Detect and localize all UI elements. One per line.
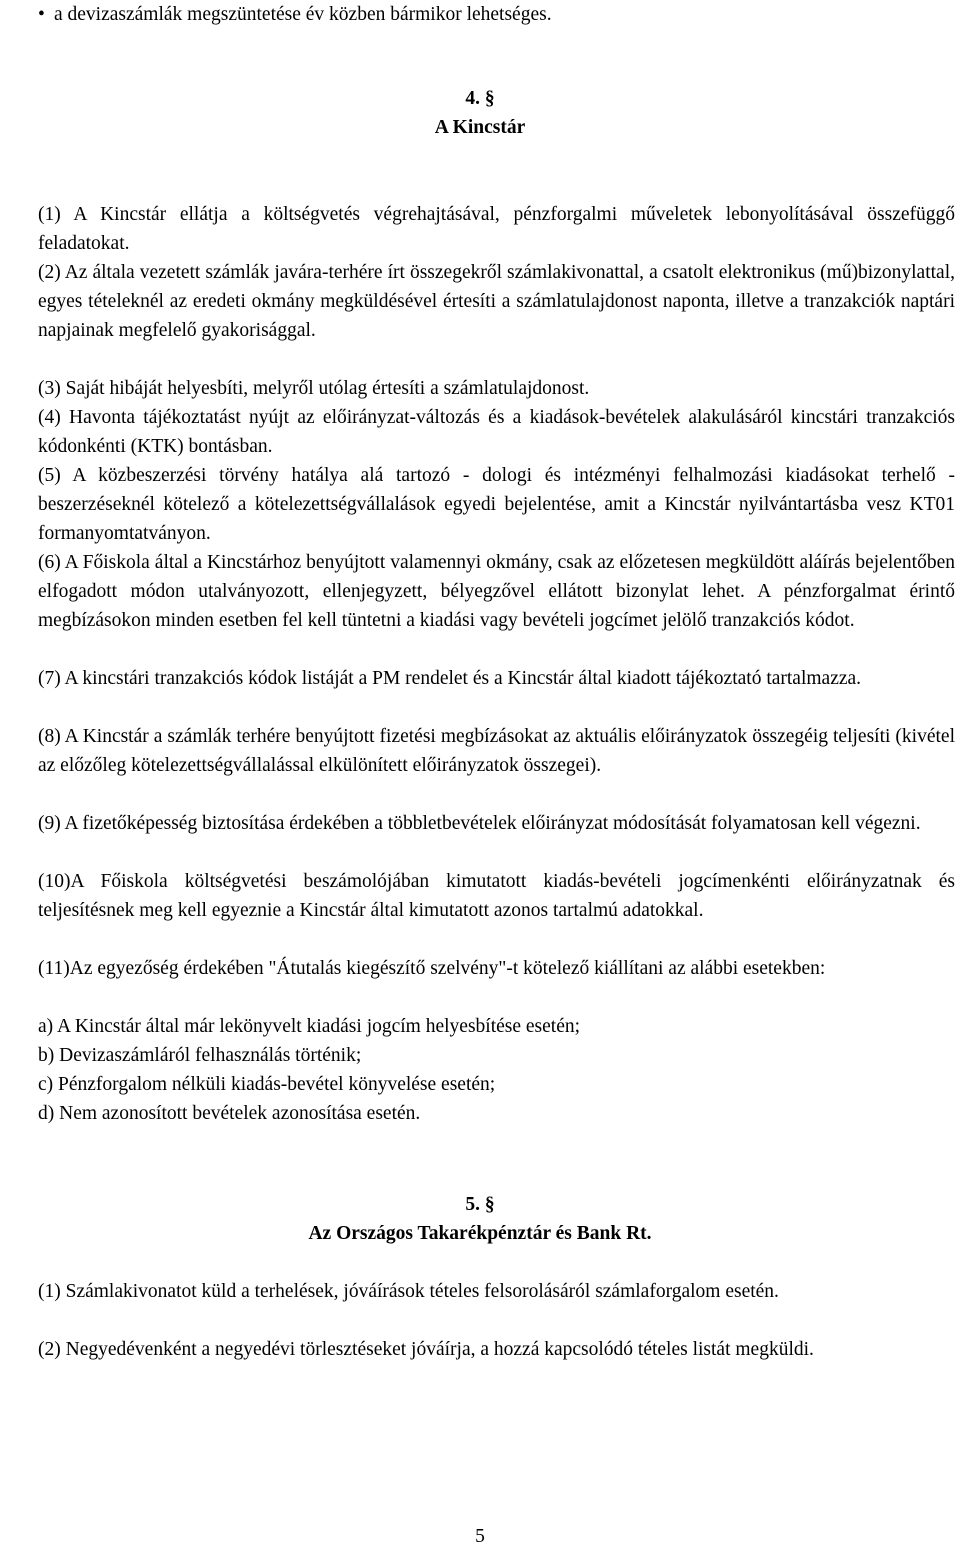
paragraph-4-3: (3) Saját hibáját helyesbíti, melyről utólag értesíti a számlatulajdonost. xyxy=(38,378,590,399)
section-4-title: A Kincstár xyxy=(434,117,526,138)
list-item: c) Pénzforgalom nélküli kiadás-bevétel könyvelése esetén; xyxy=(38,1074,496,1095)
list-item: b) Devizaszámláról felhasználás történik; xyxy=(38,1045,362,1066)
section-5-number: 5. § xyxy=(465,1194,495,1215)
paragraph-4-2: (2) Az általa vezetett számlák javára-terhére írt összegekről számlakivonattal, a csatolt elektronikus (mű)bizonylattal, egyes tételeknél az eredeti okmány megküldésével értesíti a számlatulajdonost naponta, illetve a tranzakciók naptári napjainak megfelelő gyakorisággal. xyxy=(38,262,955,341)
paragraph-4-10: (10)A Főiskola költségvetési beszámolójában kimutatott kiadás-bevételi jogcímenkénti előirányzatnak és teljesítésnek meg kell egyeznie a Kincstár által kimutatott azonos tartalmú adatokkal. xyxy=(38,871,955,921)
paragraph-4-4: (4) Havonta tájékoztatást nyújt az előirányzat-változás és a kiadások-bevételek alakulásáról kincstári tranzakciós kódonkénti (KTK) bontásban. xyxy=(38,407,955,457)
bullet-text: a devizaszámlák megszüntetése év közben bármikor lehetséges. xyxy=(54,4,552,25)
paragraph-4-9: (9) A fizetőképesség biztosítása érdekében a többletbevételek előirányzat módosítását folyamatosan kell végezni. xyxy=(38,813,921,834)
page-number: 5 xyxy=(475,1526,485,1547)
paragraph-4-5: (5) A közbeszerzési törvény hatálya alá tartozó - dologi és intézményi felhalmozási kiadásokat terhelő - beszerzéseknél kötelező a kötelezettségvállalások egyedi bejelentése, amit a Kincstár nyilvántartásba vesz KT01 formanyomtatványon. xyxy=(38,465,955,544)
paragraph-4-11: (11)Az egyezőség érdekében "Átutalás kiegészítő szelvény"-t kötelező kiállítani az alábbi esetekben: xyxy=(38,958,826,979)
section-4-number: 4. § xyxy=(465,88,495,109)
paragraph-5-1: (1) Számlakivonatot küld a terhelések, jóváírások tételes felsorolásáról számlaforgalom esetén. xyxy=(38,1281,779,1302)
paragraph-4-8: (8) A Kincstár a számlák terhére benyújtott fizetési megbízásokat az aktuális előirányzatok összegéig teljesíti (kivétel az előzőleg kötelezettségvállalással elkülönített előirányzatok összegei). xyxy=(38,726,955,776)
list-item: a) A Kincstár által már lekönyvelt kiadási jogcím helyesbítése esetén; xyxy=(38,1016,581,1037)
bullet-icon: • xyxy=(38,4,45,25)
paragraph-5-2: (2) Negyedévenként a negyedévi törlesztéseket jóváírja, a hozzá kapcsolódó tételes listát megküldi. xyxy=(38,1339,814,1360)
list-item: d) Nem azonosított bevételek azonosítása esetén. xyxy=(38,1103,421,1124)
section-5-title: Az Országos Takarékpénztár és Bank Rt. xyxy=(308,1223,652,1244)
paragraph-4-1: (1) A Kincstár ellátja a költségvetés végrehajtásával, pénzforgalmi műveletek lebonyolításával összefüggő feladatokat. xyxy=(38,204,955,254)
paragraph-4-6: (6) A Főiskola által a Kincstárhoz benyújtott valamennyi okmány, csak az előzetesen megküldött aláírás bejelentőben elfogadott módon utalványozott, ellenjegyzett, bélyegzővel ellátott bizonylat lehet. A pénzforgalmat érintő megbízásokon minden esetben fel kell tüntetni a kiadási vagy bevételi jogcímet jelölő tranzakciós kódot. xyxy=(38,552,955,631)
bullet-item xyxy=(38,0,938,29)
paragraph-4-7: (7) A kincstári tranzakciós kódok listáját a PM rendelet és a Kincstár által kiadott tájékoztató tartalmazza. xyxy=(38,668,862,689)
